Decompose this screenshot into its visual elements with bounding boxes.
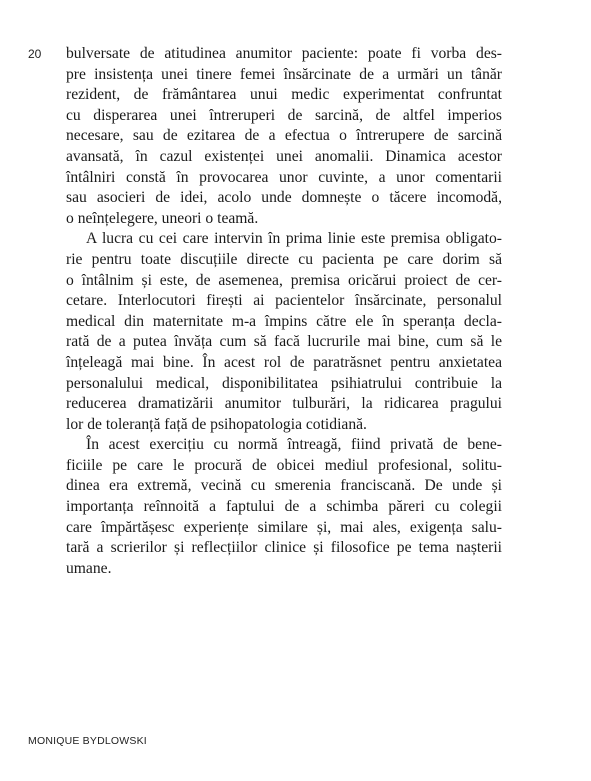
text-line: importanța reînnoită a faptului de a schimba păreri cu colegii — [66, 498, 502, 516]
text-line: reducerea dramatizării anumitor tulburări, la ridicarea pragului — [66, 395, 502, 413]
text-line: rată de a putea învăța cum să facă lucrurile mai bine, cum să le — [66, 333, 502, 351]
text-line: dinea era extremă, vecină cu smerenia franciscană. De unde și — [66, 477, 502, 495]
text-line: rezident, de frământarea unui medic experimentat confruntat — [66, 86, 502, 104]
text-line: avansată, în cazul existenței unei anomalii. Dinamica acestor — [66, 147, 502, 165]
text-line: o întâlnim și este, de asemenea, premisa oricărui proiect de cer- — [66, 271, 502, 289]
text-line: întâlniri constă în provocarea unor cuvinte, a unor comentarii — [66, 168, 502, 186]
running-footer: MONIQUE BYDLOWSKI — [28, 735, 147, 747]
text-line: tară a scrierilor și reflecțiilor clinice și filosofice pe tema nașterii — [66, 539, 502, 557]
text-line: cu disperarea unei întreruperi de sarcină, de altfel imperios — [66, 106, 502, 124]
text-line: pre insistența unei tinere femei însărcinate de a urmări un tânăr — [66, 65, 502, 83]
text-line: sau asocieri de idei, acolo unde domnește o tăcere incomodă, — [66, 189, 502, 207]
text-line: A lucra cu cei care intervin în prima linie este premisa obligato- — [86, 230, 502, 248]
body-text — [66, 44, 502, 579]
text-line: cetare. Interlocutori firești ai pacientelor însărcinate, personalul — [66, 292, 502, 310]
paragraph — [66, 435, 502, 579]
page-number: 20 — [28, 47, 42, 61]
text-line: În acest exercițiu cu normă întreagă, fiind privată de bene- — [86, 436, 502, 454]
text-line: necesare, sau de ezitarea de a efectua o întrerupere de sarcină — [66, 127, 502, 145]
text-line: lor de toleranță față de psihopatologia cotidiană. — [66, 415, 367, 433]
paragraph — [66, 229, 502, 435]
text-line: rie pentru toate discuțiile directe cu pacienta pe care dorim să — [66, 250, 502, 268]
text-line: înțeleagă mai bine. În acest rol de paratrăsnet pentru anxietatea — [66, 353, 502, 371]
text-line: umane. — [66, 559, 112, 577]
text-line: personalului medical, disponibilitatea psihiatrului contribuie la — [66, 374, 502, 392]
text-line: medical din maternitate m-a împins către ele în speranța decla- — [66, 312, 502, 330]
text-line: care împărtășesc experiențe similare și, mai ales, exigența salu- — [66, 518, 502, 536]
text-line: bulversate de atitudinea anumitor paciente: poate fi vorba des- — [66, 45, 502, 62]
text-line: o neînțelegere, uneori o teamă. — [66, 209, 259, 227]
paragraph — [66, 44, 502, 229]
text-line: ficiile pe care le procură de obicei mediul profesional, solitu- — [66, 456, 502, 474]
